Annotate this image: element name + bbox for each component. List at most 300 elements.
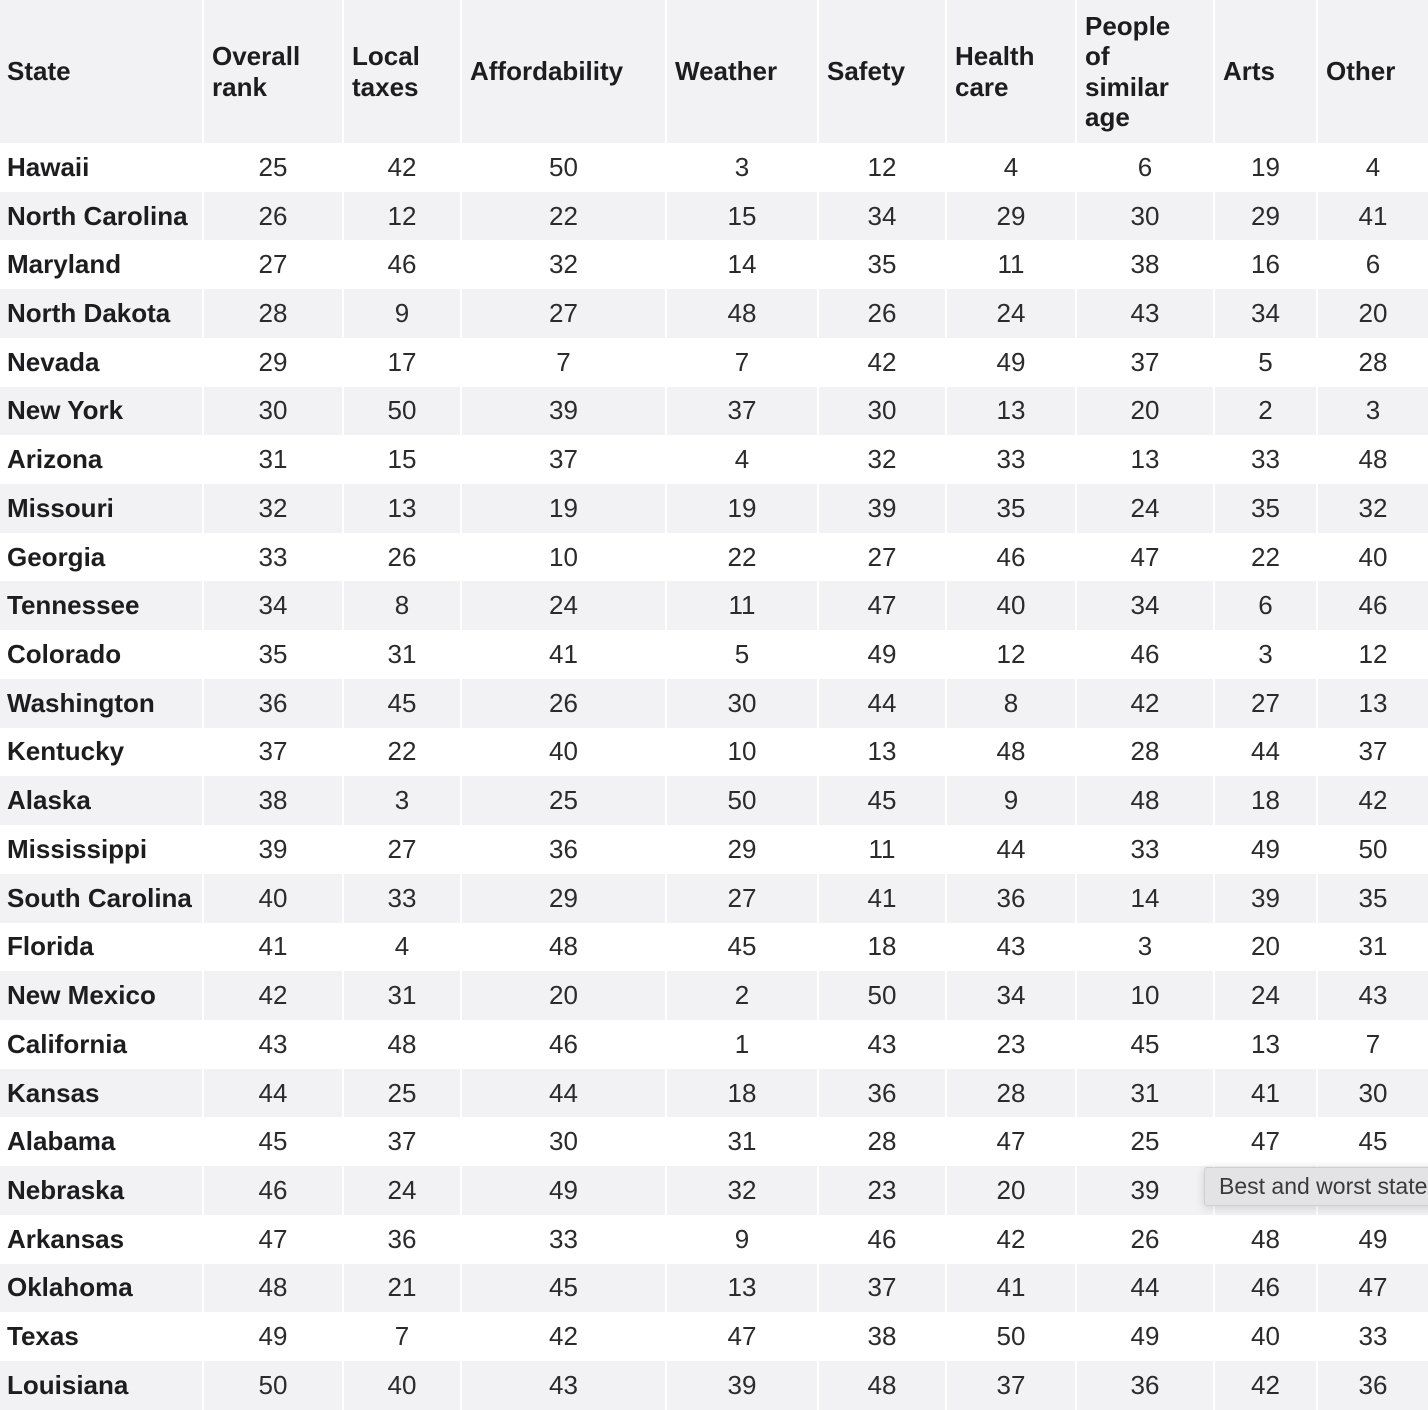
state-name-cell: Washington — [7, 687, 155, 718]
rank-value-cell: 48 — [817, 1361, 945, 1410]
rank-value-cell: 43 — [460, 1361, 665, 1410]
rank-value-cell: 27 — [665, 874, 817, 923]
rank-value-cell: 27 — [817, 533, 945, 582]
rank-value-cell: 24 — [1213, 971, 1316, 1020]
rank-value-cell: 50 — [665, 776, 817, 825]
rank-value-cell: 32 — [460, 240, 665, 289]
rank-value-cell: 17 — [342, 338, 460, 387]
rank-value-cell: 4 — [945, 143, 1075, 192]
column-header-label: Other — [1326, 56, 1396, 87]
rank-value-cell: 11 — [945, 240, 1075, 289]
rank-value-cell: 7 — [1316, 1020, 1428, 1069]
rank-value-cell: 1 — [665, 1020, 817, 1069]
rank-value-cell: 36 — [945, 874, 1075, 923]
rank-value-cell: 37 — [460, 435, 665, 484]
rank-value-cell: 47 — [817, 581, 945, 630]
column-header-health-care[interactable] — [945, 0, 1075, 143]
table-row — [0, 1264, 1428, 1313]
state-name-cell: Florida — [7, 931, 94, 962]
rank-value-cell: 33 — [945, 435, 1075, 484]
rank-value-cell: 29 — [665, 825, 817, 874]
rank-value-cell: 22 — [342, 728, 460, 777]
column-header-weather[interactable] — [665, 0, 817, 143]
rank-value-cell: 42 — [1075, 679, 1213, 728]
column-header-affordability[interactable] — [460, 0, 665, 143]
rank-value-cell: 26 — [460, 679, 665, 728]
rank-value-cell: 33 — [1316, 1312, 1428, 1361]
rank-value-cell: 30 — [817, 387, 945, 436]
column-header-safety[interactable] — [817, 0, 945, 143]
rank-value-cell: 15 — [342, 435, 460, 484]
rank-value-cell: 31 — [342, 971, 460, 1020]
table-row — [0, 825, 1428, 874]
rank-value-cell: 48 — [945, 728, 1075, 777]
rank-value-cell: 37 — [342, 1117, 460, 1166]
rank-value-cell: 15 — [665, 192, 817, 241]
rank-value-cell: 46 — [1316, 581, 1428, 630]
rank-value-cell: 28 — [202, 289, 342, 338]
rank-value-cell: 47 — [1213, 1117, 1316, 1166]
column-header-label: Affordability — [470, 56, 624, 87]
state-name-cell: Alaska — [7, 785, 91, 816]
table-row — [0, 289, 1428, 338]
table-row — [0, 192, 1428, 241]
rank-value-cell: 30 — [460, 1117, 665, 1166]
rank-value-cell: 35 — [945, 484, 1075, 533]
rank-value-cell: 48 — [202, 1264, 342, 1313]
rank-value-cell: 23 — [817, 1166, 945, 1215]
rank-value-cell: 9 — [665, 1215, 817, 1264]
rank-value-cell: 36 — [817, 1069, 945, 1118]
rank-value-cell: 27 — [460, 289, 665, 338]
rank-value-cell: 45 — [342, 679, 460, 728]
table-row — [0, 240, 1428, 289]
rank-value-cell: 37 — [945, 1361, 1075, 1410]
column-header-label: Weather — [675, 56, 778, 87]
rank-value-cell: 46 — [202, 1166, 342, 1215]
column-header-local-taxes[interactable] — [342, 0, 460, 143]
rank-value-cell: 32 — [665, 1166, 817, 1215]
rank-value-cell: 28 — [1075, 728, 1213, 777]
rank-value-cell: 38 — [817, 1312, 945, 1361]
state-name-cell: Maryland — [7, 249, 122, 280]
table-row — [0, 435, 1428, 484]
table-row — [0, 1361, 1428, 1410]
rank-value-cell: 13 — [1075, 435, 1213, 484]
rank-value-cell: 20 — [1316, 289, 1428, 338]
rank-value-cell: 37 — [1075, 338, 1213, 387]
column-header-state[interactable] — [0, 0, 202, 143]
state-name-cell: Nebraska — [7, 1174, 125, 1205]
rank-value-cell: 24 — [460, 581, 665, 630]
rank-value-cell: 33 — [1075, 825, 1213, 874]
table-row — [0, 1020, 1428, 1069]
rank-value-cell: 32 — [817, 435, 945, 484]
rank-value-cell: 12 — [1316, 630, 1428, 679]
rank-value-cell: 32 — [1316, 484, 1428, 533]
rank-value-cell: 23 — [945, 1020, 1075, 1069]
rank-value-cell: 27 — [1213, 679, 1316, 728]
rank-value-cell: 10 — [1075, 971, 1213, 1020]
rank-value-cell: 28 — [945, 1069, 1075, 1118]
rank-value-cell: 45 — [817, 776, 945, 825]
rank-value-cell: 41 — [817, 874, 945, 923]
rank-value-cell: 50 — [342, 387, 460, 436]
state-name-cell: Hawaii — [7, 151, 90, 182]
rank-value-cell: 42 — [1316, 776, 1428, 825]
rank-value-cell: 46 — [945, 533, 1075, 582]
table-row — [0, 1117, 1428, 1166]
rank-value-cell: 5 — [1213, 338, 1316, 387]
rank-value-cell: 34 — [945, 971, 1075, 1020]
state-name-cell: Tennessee — [7, 590, 140, 621]
rank-value-cell: 44 — [460, 1069, 665, 1118]
rank-value-cell: 22 — [1213, 533, 1316, 582]
table-header — [0, 0, 1428, 143]
rank-value-cell: 33 — [202, 533, 342, 582]
rank-value-cell: 31 — [1316, 923, 1428, 972]
column-header-label: Health care — [955, 41, 1035, 102]
state-name-cell: Kentucky — [7, 736, 125, 767]
rank-value-cell: 34 — [1213, 289, 1316, 338]
rank-value-cell: 18 — [817, 923, 945, 972]
rank-value-cell: 49 — [945, 338, 1075, 387]
rank-value-cell: 25 — [460, 776, 665, 825]
rank-value-cell: 29 — [1213, 192, 1316, 241]
table-row — [0, 338, 1428, 387]
table-row — [0, 484, 1428, 533]
state-name-cell: Texas — [7, 1321, 79, 1352]
state-name-cell: Kansas — [7, 1077, 100, 1108]
rank-value-cell: 39 — [460, 387, 665, 436]
rank-value-cell: 14 — [665, 240, 817, 289]
rank-value-cell: 13 — [1213, 1020, 1316, 1069]
rank-value-cell: 50 — [945, 1312, 1075, 1361]
rank-value-cell: 47 — [945, 1117, 1075, 1166]
rank-value-cell: 39 — [202, 825, 342, 874]
rank-value-cell: 50 — [202, 1361, 342, 1410]
table-row — [0, 923, 1428, 972]
rank-value-cell: 26 — [202, 192, 342, 241]
column-header-label: Arts — [1223, 56, 1276, 87]
rank-value-cell: 49 — [1316, 1215, 1428, 1264]
rank-value-cell: 46 — [817, 1215, 945, 1264]
column-header-label: Safety — [827, 56, 906, 87]
rank-value-cell: 20 — [945, 1166, 1075, 1215]
rank-value-cell: 29 — [460, 874, 665, 923]
rank-value-cell: 47 — [665, 1312, 817, 1361]
rank-value-cell: 44 — [1213, 728, 1316, 777]
rank-value-cell: 39 — [1075, 1166, 1213, 1215]
rank-value-cell: 7 — [665, 338, 817, 387]
rank-value-cell: 36 — [460, 825, 665, 874]
rank-value-cell: 40 — [1316, 533, 1428, 582]
rank-value-cell: 35 — [817, 240, 945, 289]
rank-value-cell: 4 — [665, 435, 817, 484]
rank-value-cell: 33 — [1213, 435, 1316, 484]
column-header-label: Overall rank — [212, 41, 301, 102]
rank-value-cell: 48 — [1213, 1215, 1316, 1264]
state-name-cell: Arkansas — [7, 1223, 125, 1254]
rank-value-cell: 3 — [1075, 923, 1213, 972]
rank-value-cell: 22 — [460, 192, 665, 241]
rank-value-cell: 44 — [945, 825, 1075, 874]
rank-value-cell: 39 — [817, 484, 945, 533]
rank-value-cell: 12 — [817, 143, 945, 192]
rank-value-cell: 10 — [665, 728, 817, 777]
rank-value-cell: 40 — [202, 874, 342, 923]
rank-value-cell: 47 — [1316, 1264, 1428, 1313]
rank-value-cell: 40 — [460, 728, 665, 777]
rank-value-cell: 19 — [1213, 143, 1316, 192]
rank-value-cell: 48 — [460, 923, 665, 972]
column-header-label: People of similar age — [1085, 11, 1171, 132]
rank-value-cell: 34 — [202, 581, 342, 630]
rank-value-cell: 3 — [1316, 387, 1428, 436]
rank-value-cell: 45 — [665, 923, 817, 972]
rank-value-cell: 7 — [460, 338, 665, 387]
rank-value-cell: 45 — [202, 1117, 342, 1166]
state-name-cell: Alabama — [7, 1126, 116, 1157]
rank-value-cell: 48 — [342, 1020, 460, 1069]
rank-value-cell: 42 — [460, 1312, 665, 1361]
rank-value-cell: 6 — [1316, 240, 1428, 289]
state-name-cell: South Carolina — [7, 882, 192, 913]
column-header-other[interactable] — [1316, 0, 1428, 143]
rank-value-cell: 45 — [1075, 1020, 1213, 1069]
rank-value-cell: 25 — [1075, 1117, 1213, 1166]
rank-value-cell: 48 — [1075, 776, 1213, 825]
rank-value-cell: 41 — [945, 1264, 1075, 1313]
rank-value-cell: 26 — [342, 533, 460, 582]
rank-value-cell: 35 — [202, 630, 342, 679]
rank-value-cell: 13 — [945, 387, 1075, 436]
table-row — [0, 387, 1428, 436]
column-header-people-of-similar-age[interactable] — [1075, 0, 1213, 143]
state-name-cell: Nevada — [7, 346, 100, 377]
rank-value-cell: 46 — [460, 1020, 665, 1069]
rank-value-cell: 8 — [945, 679, 1075, 728]
table-row — [0, 1312, 1428, 1361]
rank-value-cell: 21 — [342, 1264, 460, 1313]
state-name-cell: New Mexico — [7, 980, 156, 1011]
rank-value-cell: 35 — [1213, 484, 1316, 533]
rank-value-cell: 37 — [665, 387, 817, 436]
rank-value-cell: 24 — [342, 1166, 460, 1215]
table-row — [0, 1069, 1428, 1118]
state-name-cell: New York — [7, 395, 124, 426]
rank-value-cell: 37 — [1316, 728, 1428, 777]
rank-value-cell: 36 — [342, 1215, 460, 1264]
rank-value-cell: 2 — [665, 971, 817, 1020]
rank-value-cell: 13 — [665, 1264, 817, 1313]
rank-value-cell: 24 — [1075, 484, 1213, 533]
table-row — [0, 679, 1428, 728]
rank-value-cell: 44 — [1075, 1264, 1213, 1313]
rank-value-cell: 24 — [945, 289, 1075, 338]
rank-value-cell: 38 — [202, 776, 342, 825]
rank-value-cell: 36 — [202, 679, 342, 728]
state-name-cell: Louisiana — [7, 1369, 129, 1400]
column-header-label: State — [7, 56, 71, 87]
rank-value-cell: 47 — [202, 1215, 342, 1264]
rank-value-cell: 45 — [460, 1264, 665, 1313]
rank-value-cell: 3 — [1213, 630, 1316, 679]
rank-value-cell: 49 — [202, 1312, 342, 1361]
rank-value-cell: 9 — [342, 289, 460, 338]
rank-value-cell: 48 — [1316, 435, 1428, 484]
rank-value-cell: 19 — [665, 484, 817, 533]
rank-value-cell: 30 — [665, 679, 817, 728]
rank-value-cell: 6 — [1213, 581, 1316, 630]
rank-value-cell: 29 — [945, 192, 1075, 241]
state-name-cell: North Dakota — [7, 298, 171, 329]
rank-value-cell: 18 — [1213, 776, 1316, 825]
rank-value-cell: 14 — [1075, 874, 1213, 923]
rank-value-cell: 49 — [460, 1166, 665, 1215]
rank-value-cell: 43 — [1075, 289, 1213, 338]
table-row — [0, 143, 1428, 192]
rank-value-cell: 13 — [342, 484, 460, 533]
table-row — [0, 630, 1428, 679]
rank-value-cell: 39 — [665, 1361, 817, 1410]
rank-value-cell: 49 — [1213, 825, 1316, 874]
rank-value-cell: 41 — [1316, 192, 1428, 241]
rank-value-cell: 46 — [342, 240, 460, 289]
state-name-cell: Colorado — [7, 639, 122, 670]
rank-value-cell: 38 — [1075, 240, 1213, 289]
rank-value-cell: 45 — [1316, 1117, 1428, 1166]
state-name-cell: Arizona — [7, 444, 103, 475]
rank-value-cell: 44 — [202, 1069, 342, 1118]
rank-value-cell: 50 — [1316, 825, 1428, 874]
rank-value-cell: 37 — [817, 1264, 945, 1313]
state-name-cell: Georgia — [7, 541, 106, 572]
rank-value-cell: 4 — [1316, 143, 1428, 192]
rank-value-cell: 49 — [817, 630, 945, 679]
rank-value-cell: 30 — [1075, 192, 1213, 241]
rank-value-cell: 6 — [1075, 143, 1213, 192]
rank-value-cell: 12 — [342, 192, 460, 241]
table-row — [0, 728, 1428, 777]
rank-value-cell: 40 — [1213, 1312, 1316, 1361]
rank-value-cell: 11 — [817, 825, 945, 874]
state-name-cell: California — [7, 1028, 127, 1059]
rank-value-cell: 50 — [817, 971, 945, 1020]
rank-value-cell: 2 — [1213, 387, 1316, 436]
rank-value-cell: 33 — [460, 1215, 665, 1264]
rank-value-cell: 46 — [1213, 1264, 1316, 1313]
rank-value-cell: 41 — [202, 923, 342, 972]
column-header-overall-rank[interactable] — [202, 0, 342, 143]
rank-value-cell: 31 — [665, 1117, 817, 1166]
rank-value-cell: 44 — [817, 679, 945, 728]
rank-value-cell: 28 — [817, 1117, 945, 1166]
rank-value-cell: 37 — [202, 728, 342, 777]
rank-value-cell: 27 — [202, 240, 342, 289]
state-name-cell: North Carolina — [7, 200, 188, 231]
table-row — [0, 581, 1428, 630]
rank-value-cell: 48 — [665, 289, 817, 338]
rank-value-cell: 43 — [202, 1020, 342, 1069]
header-row — [0, 0, 1428, 143]
rank-value-cell: 3 — [665, 143, 817, 192]
rank-value-cell: 47 — [1075, 533, 1213, 582]
rank-value-cell: 3 — [342, 776, 460, 825]
rank-value-cell: 33 — [342, 874, 460, 923]
rank-value-cell: 16 — [1213, 240, 1316, 289]
rank-value-cell: 40 — [945, 581, 1075, 630]
rank-value-cell: 19 — [460, 484, 665, 533]
rank-value-cell: 29 — [202, 338, 342, 387]
rank-value-cell: 42 — [202, 971, 342, 1020]
rank-value-cell: 20 — [460, 971, 665, 1020]
rank-value-cell: 42 — [945, 1215, 1075, 1264]
state-name-cell: Mississippi — [7, 833, 148, 864]
rank-value-cell: 26 — [817, 289, 945, 338]
rank-value-cell: 7 — [342, 1312, 460, 1361]
state-name-cell: Missouri — [7, 492, 114, 523]
rank-value-cell: 30 — [202, 387, 342, 436]
rank-value-cell: 31 — [342, 630, 460, 679]
rank-value-cell: 25 — [202, 143, 342, 192]
rank-value-cell: 26 — [1075, 1215, 1213, 1264]
rank-value-cell: 8 — [342, 581, 460, 630]
table-row — [0, 1215, 1428, 1264]
rank-value-cell: 42 — [342, 143, 460, 192]
rank-value-cell: 32 — [202, 484, 342, 533]
rank-value-cell: 4 — [342, 923, 460, 972]
rank-value-cell: 42 — [1213, 1361, 1316, 1410]
rank-value-cell: 10 — [460, 533, 665, 582]
rank-value-cell: 36 — [1316, 1361, 1428, 1410]
rank-value-cell: 41 — [460, 630, 665, 679]
rank-value-cell: 34 — [817, 192, 945, 241]
rank-value-cell: 18 — [665, 1069, 817, 1118]
table-body — [0, 143, 1428, 1410]
rank-value-cell: 27 — [342, 825, 460, 874]
rank-value-cell: 30 — [1316, 1069, 1428, 1118]
rank-value-cell: 50 — [460, 143, 665, 192]
rank-value-cell: 31 — [202, 435, 342, 484]
rank-value-cell: 43 — [1316, 971, 1428, 1020]
rank-value-cell: 46 — [1075, 630, 1213, 679]
rank-value-cell: 41 — [1213, 1069, 1316, 1118]
state-name-cell: Oklahoma — [7, 1272, 133, 1303]
rank-value-cell: 36 — [1075, 1361, 1213, 1410]
rank-value-cell: 28 — [1316, 338, 1428, 387]
rank-value-cell: 39 — [1213, 874, 1316, 923]
rank-value-cell: 40 — [342, 1361, 460, 1410]
rank-value-cell: 12 — [945, 630, 1075, 679]
table-row — [0, 776, 1428, 825]
rank-value-cell: 20 — [1213, 923, 1316, 972]
rank-value-cell: 34 — [1075, 581, 1213, 630]
table-row — [0, 533, 1428, 582]
rank-value-cell: 9 — [945, 776, 1075, 825]
rank-value-cell: 43 — [817, 1020, 945, 1069]
rank-value-cell: 11 — [665, 581, 817, 630]
rank-value-cell: 49 — [1075, 1312, 1213, 1361]
rank-value-cell: 43 — [945, 923, 1075, 972]
rank-value-cell: 13 — [817, 728, 945, 777]
table-row — [0, 971, 1428, 1020]
column-header-arts[interactable] — [1213, 0, 1316, 143]
rank-value-cell: 35 — [1316, 874, 1428, 923]
rank-value-cell: 13 — [1316, 679, 1428, 728]
table-row — [0, 874, 1428, 923]
column-header-label: Local taxes — [352, 41, 420, 102]
